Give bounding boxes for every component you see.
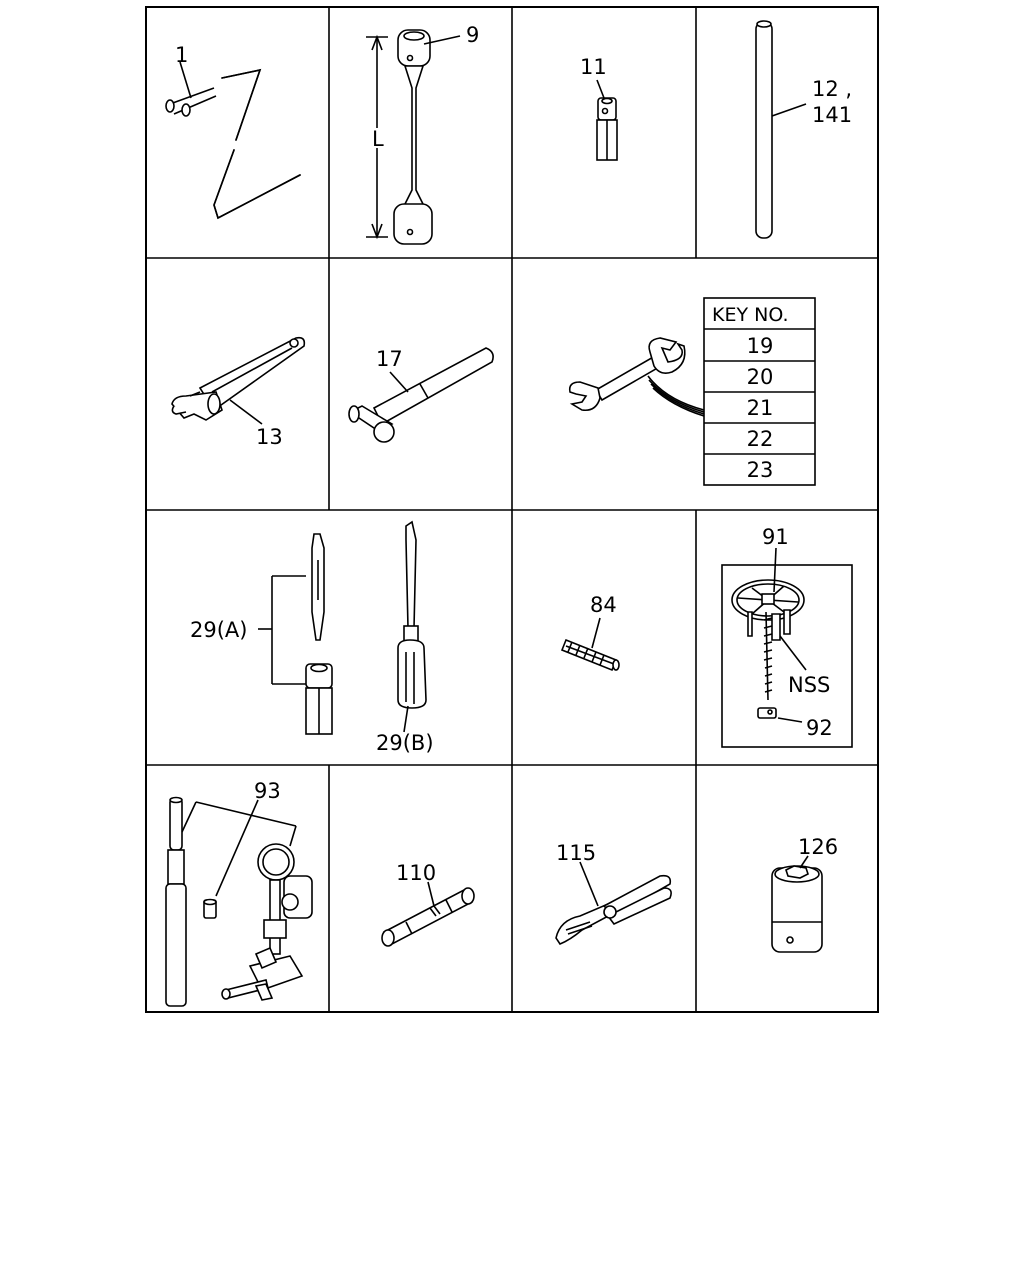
callout-29a: 29(A) (190, 618, 248, 642)
key-table-row: 23 (746, 458, 774, 482)
key-table-row: 19 (746, 334, 774, 358)
dimension-l: L (372, 127, 384, 151)
callout-92: 92 (806, 716, 833, 740)
key-table-row: 21 (746, 396, 774, 420)
callout-84: 84 (590, 593, 617, 617)
key-table-row: 22 (746, 427, 774, 451)
key-table-header: KEY NO. (712, 304, 789, 326)
callout-12: 12 , (812, 77, 853, 101)
callout-1: 1 (175, 43, 189, 67)
callout-11: 11 (580, 55, 607, 79)
part-126-socket-drawing (772, 856, 822, 952)
key-table-row: 20 (746, 365, 774, 389)
callout-126: 126 (798, 835, 839, 859)
key-number-table (704, 298, 815, 485)
callout-141: 141 (812, 103, 853, 127)
callout-13: 13 (256, 425, 283, 449)
callout-9: 9 (466, 23, 480, 47)
callout-110: 110 (396, 861, 437, 885)
callout-115: 115 (556, 841, 597, 865)
callout-91: 91 (762, 525, 789, 549)
callout-17: 17 (376, 347, 403, 371)
label-nss: NSS (788, 673, 831, 697)
callout-29b: 29(B) (376, 731, 434, 755)
callout-93: 93 (254, 779, 281, 803)
